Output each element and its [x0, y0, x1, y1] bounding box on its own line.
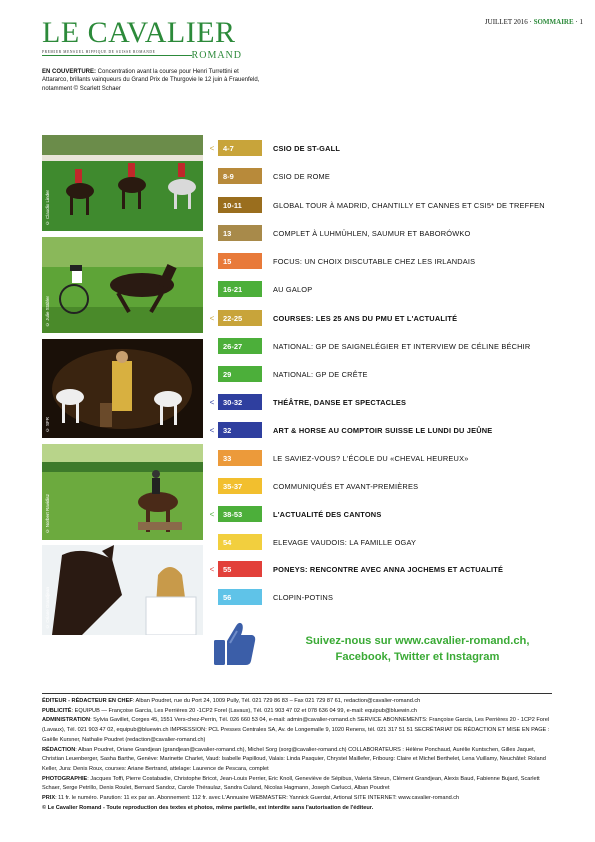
toc-entry[interactable]	[206, 225, 470, 241]
photo-csio-st-gall	[42, 135, 203, 231]
social-line-website[interactable]: Suivez-nous sur www.cavalier-romand.ch,	[305, 635, 530, 647]
colophon-label: PHOTOGRAPHIE	[42, 775, 88, 782]
toc-page: 15	[218, 253, 262, 269]
toc-title: CSIO DE ROME	[273, 171, 331, 181]
arrow-icon: <	[209, 509, 215, 519]
photo-credit: © Claudio Linder	[45, 189, 50, 225]
colophon-text: : Sylvia Gavillet, Corges 45, 1551 Vers-chez-Perrin, Tél. 026 660 53 04, e-mail: admin@cavalier-romand.ch SERVICE ABONNEMENTS: Françoise Garcia, Les Perrières 20 - 1CP2 Forel (Lavaux), Tél. 021 903 47 02, equipub@bluewin.ch IMPRESSION: PCL Presses Centrales SA, Av. de Longemalle 9, 1020 Renens, tél. 021 317 51 51 SECRÉTARIAT DE RÉDACTION ET MISE EN PAGE : Gaëlle Kursner, Nathalie Poudret (redaction@cavalier-romand.ch)	[42, 717, 550, 743]
toc-title: NATIONAL: GP DE SAIGNELÉGIER ET INTERVIEW DE CÉLINE BÉCHIR	[273, 341, 531, 351]
toc-page: 55	[218, 561, 262, 577]
toc-title: AU GALOP	[273, 284, 313, 294]
arrow-icon: <	[209, 143, 215, 153]
toc-entry[interactable]	[206, 338, 530, 354]
issue-date: JUILLET 2016 ·	[484, 18, 532, 26]
photo-poney	[42, 545, 203, 635]
toc-page: 38-53	[218, 506, 262, 522]
colophon-label: PUBLICITÉ	[42, 707, 72, 714]
photo-cross-country	[42, 444, 203, 540]
toc-entry[interactable]	[206, 253, 475, 269]
toc-entry[interactable]	[206, 450, 469, 466]
toc-title: COURSES: LES 25 ANS DU PMU ET L'ACTUALITÉ	[273, 313, 458, 323]
logo-title: LE CAVALIER	[42, 16, 236, 49]
arrow-icon: <	[209, 397, 215, 407]
toc-page: 4-7	[218, 140, 262, 156]
photo-credit: © Norbert Ravidisz	[45, 494, 50, 534]
toc-entry[interactable]	[206, 589, 333, 605]
toc-page: 33	[218, 450, 262, 466]
toc-title: GLOBAL TOUR À MADRID, CHANTILLY ET CANNES ET CSI5* DE TREFFEN	[273, 200, 545, 210]
colophon-text: : 11 fr. le numéro. Parution: 11 ex par an. Abonnement: 112 fr. avec L'Annuaire WEBMASTER: Yannick Guerdat, Artional SITE INTERNET: www.cavalier-romand.ch	[55, 795, 460, 802]
toc-title: CLOPIN-POTINS	[273, 592, 334, 602]
logo-rule	[42, 55, 192, 56]
toc-page: 54	[218, 534, 262, 550]
toc-title: CSIO DE ST-GALL	[273, 143, 341, 153]
thumbs-up-icon[interactable]	[213, 620, 257, 666]
toc-entry[interactable]	[206, 310, 457, 326]
toc-entry[interactable]	[206, 366, 368, 382]
toc-entry[interactable]	[206, 197, 545, 213]
issue-header	[485, 18, 583, 26]
toc-title: PONEYS: RENCONTRE AVEC ANNA JOCHEMS ET ACTUALITÉ	[273, 564, 504, 574]
toc-page: 30-32	[218, 394, 262, 410]
toc-title: L'ACTUALITÉ DES CANTONS	[273, 509, 382, 519]
cover-caption	[42, 68, 262, 93]
toc-page: 35-37	[218, 478, 262, 494]
toc-page: 8-9	[218, 168, 262, 184]
toc-title: ELEVAGE VAUDOIS: LA FAMILLE OGAY	[273, 537, 417, 547]
social-line-networks: Facebook, Twitter et Instagram	[335, 651, 500, 663]
arrow-icon: <	[209, 425, 215, 435]
colophon	[42, 697, 554, 813]
toc-page: 13	[218, 225, 262, 241]
toc-page: 22-25	[218, 310, 262, 326]
toc-entry[interactable]	[206, 394, 406, 410]
toc-entry[interactable]	[206, 281, 312, 297]
toc-entry[interactable]	[206, 534, 416, 550]
logo-romand: ROMAND	[191, 50, 242, 61]
toc-entry[interactable]	[206, 506, 381, 522]
toc-page: 56	[218, 589, 262, 605]
photo-credit: © Julie Stäbler	[45, 295, 50, 327]
page-number: · 1	[575, 18, 583, 26]
toc-title: COMPLET À LUHMÜHLEN, SAUMUR ET BABORÓWKO	[273, 228, 471, 238]
colophon-label: PRIX	[42, 795, 56, 802]
colophon-text: : Jacques Toffi, Pierre Costabadie, Christophe Bricot, Jean-Louis Perrier, Eric Knoll, Geneviève de Sépibus, Valeria Streun, Clément Grandjean, Alexis Baud, Fabienne Bujard, Scarlett Schaer, Serge Petrillo, Denis Roulet, Bernard Sandoz, Carole Théraulaz, Sandra Culand, Nicolas Hagmann, Joseph Carlucci, Alban Poudret	[42, 775, 540, 792]
toc-page: 26-27	[218, 338, 262, 354]
photo-credit: © SFR	[45, 416, 50, 432]
toc-page: 16-21	[218, 281, 262, 297]
toc-title: THÉÂTRE, DANSE ET SPECTACLES	[273, 397, 407, 407]
cover-text: Concentration avant la course pour Henri Turrettini et Attararco, brillants vainqueurs du Grand Prix de Thurgovie le 12 juin à Frauenfeld, notamment © Scarlett Schaer	[42, 69, 260, 92]
toc-entry[interactable]	[206, 168, 330, 184]
cover-label: EN COUVERTURE:	[42, 69, 97, 75]
toc-title: NATIONAL: GP DE CRÊTE	[273, 369, 368, 379]
section-name: SOMMAIRE	[533, 18, 574, 26]
toc-entry[interactable]	[206, 478, 418, 494]
toc-page: 29	[218, 366, 262, 382]
colophon-text: : Alban Poudret, Oriane Grandjean (grandjean@cavalier-romand.ch), Michel Sorg (sorg@cavalier-romand.ch) COLLABORATEURS : Hélène Ponchaud, Aurélie Kuntschen, Gilles Jaquet, Christian Leuenberger, Sasha Barthe, Genève: Marinette Charlet, Vaud: Isabelle Papilloud, Valais: Linda Pasquier, Chrystel Maillefer, Fribourg: Claire et Michel Berthelet, Lena Vuillamy, Neuchâtel: Roland Keller, Jura: Denis Roux, courses: Ariane Bertrand, attelage: Laurence de Pescara, complet	[42, 746, 546, 772]
arrow-icon: <	[209, 564, 215, 574]
toc-title: COMMUNIQUÉS ET AVANT-PREMIÈRES	[273, 481, 419, 491]
toc-entry[interactable]	[206, 422, 492, 438]
copyright-text: © Le Cavalier Romand - Toute reproduction des textes et photos, même partielle, est interdite sans l'autorisation de l'éditeur.	[42, 804, 374, 811]
colophon-label: RÉDACTION	[42, 746, 76, 753]
toc-title: FOCUS: UN CHOIX DISCUTABLE CHEZ LES IRLANDAIS	[273, 256, 476, 266]
magazine-logo	[42, 16, 242, 61]
footer-divider	[42, 693, 552, 694]
colophon-text: : Alban Poudret, rue du Port 24, 1009 Pully, Tél. 021 729 86 83 – Fax 021 729 87 61, redaction@cavalier-romand.ch	[132, 698, 421, 704]
toc-entry[interactable]	[206, 561, 503, 577]
toc-entry[interactable]	[206, 140, 340, 156]
photo-credit: © Oriane Grandjean	[45, 586, 50, 629]
logo-tagline: PREMIER MENSUEL HIPPIQUE DE SUISSE ROMANDE	[42, 50, 156, 54]
photo-spectacle	[42, 339, 203, 438]
toc-title: LE SAVIEZ-VOUS? L'ÉCOLE DU «CHEVAL HEUREUX»	[273, 453, 469, 463]
toc-page: 10-11	[218, 197, 262, 213]
toc-page: 32	[218, 422, 262, 438]
photo-courses	[42, 237, 203, 333]
colophon-text: : EQUIPUB — Françoise Garcia, Les Perrières 20 -1CP2 Forel (Lavaux), Tél. 021 903 47 02 et 078 636 04 99, e-mail: equipub@bluewin.ch	[71, 707, 417, 714]
social-promo	[275, 633, 560, 665]
toc-title: ART & HORSE AU COMPTOIR SUISSE LE LUNDI DU JEÛNE	[273, 425, 493, 435]
colophon-label: ADMINISTRATION	[42, 717, 91, 724]
arrow-icon: <	[209, 313, 215, 323]
colophon-label: ÉDITEUR - RÉDACTEUR EN CHEF	[42, 698, 133, 704]
